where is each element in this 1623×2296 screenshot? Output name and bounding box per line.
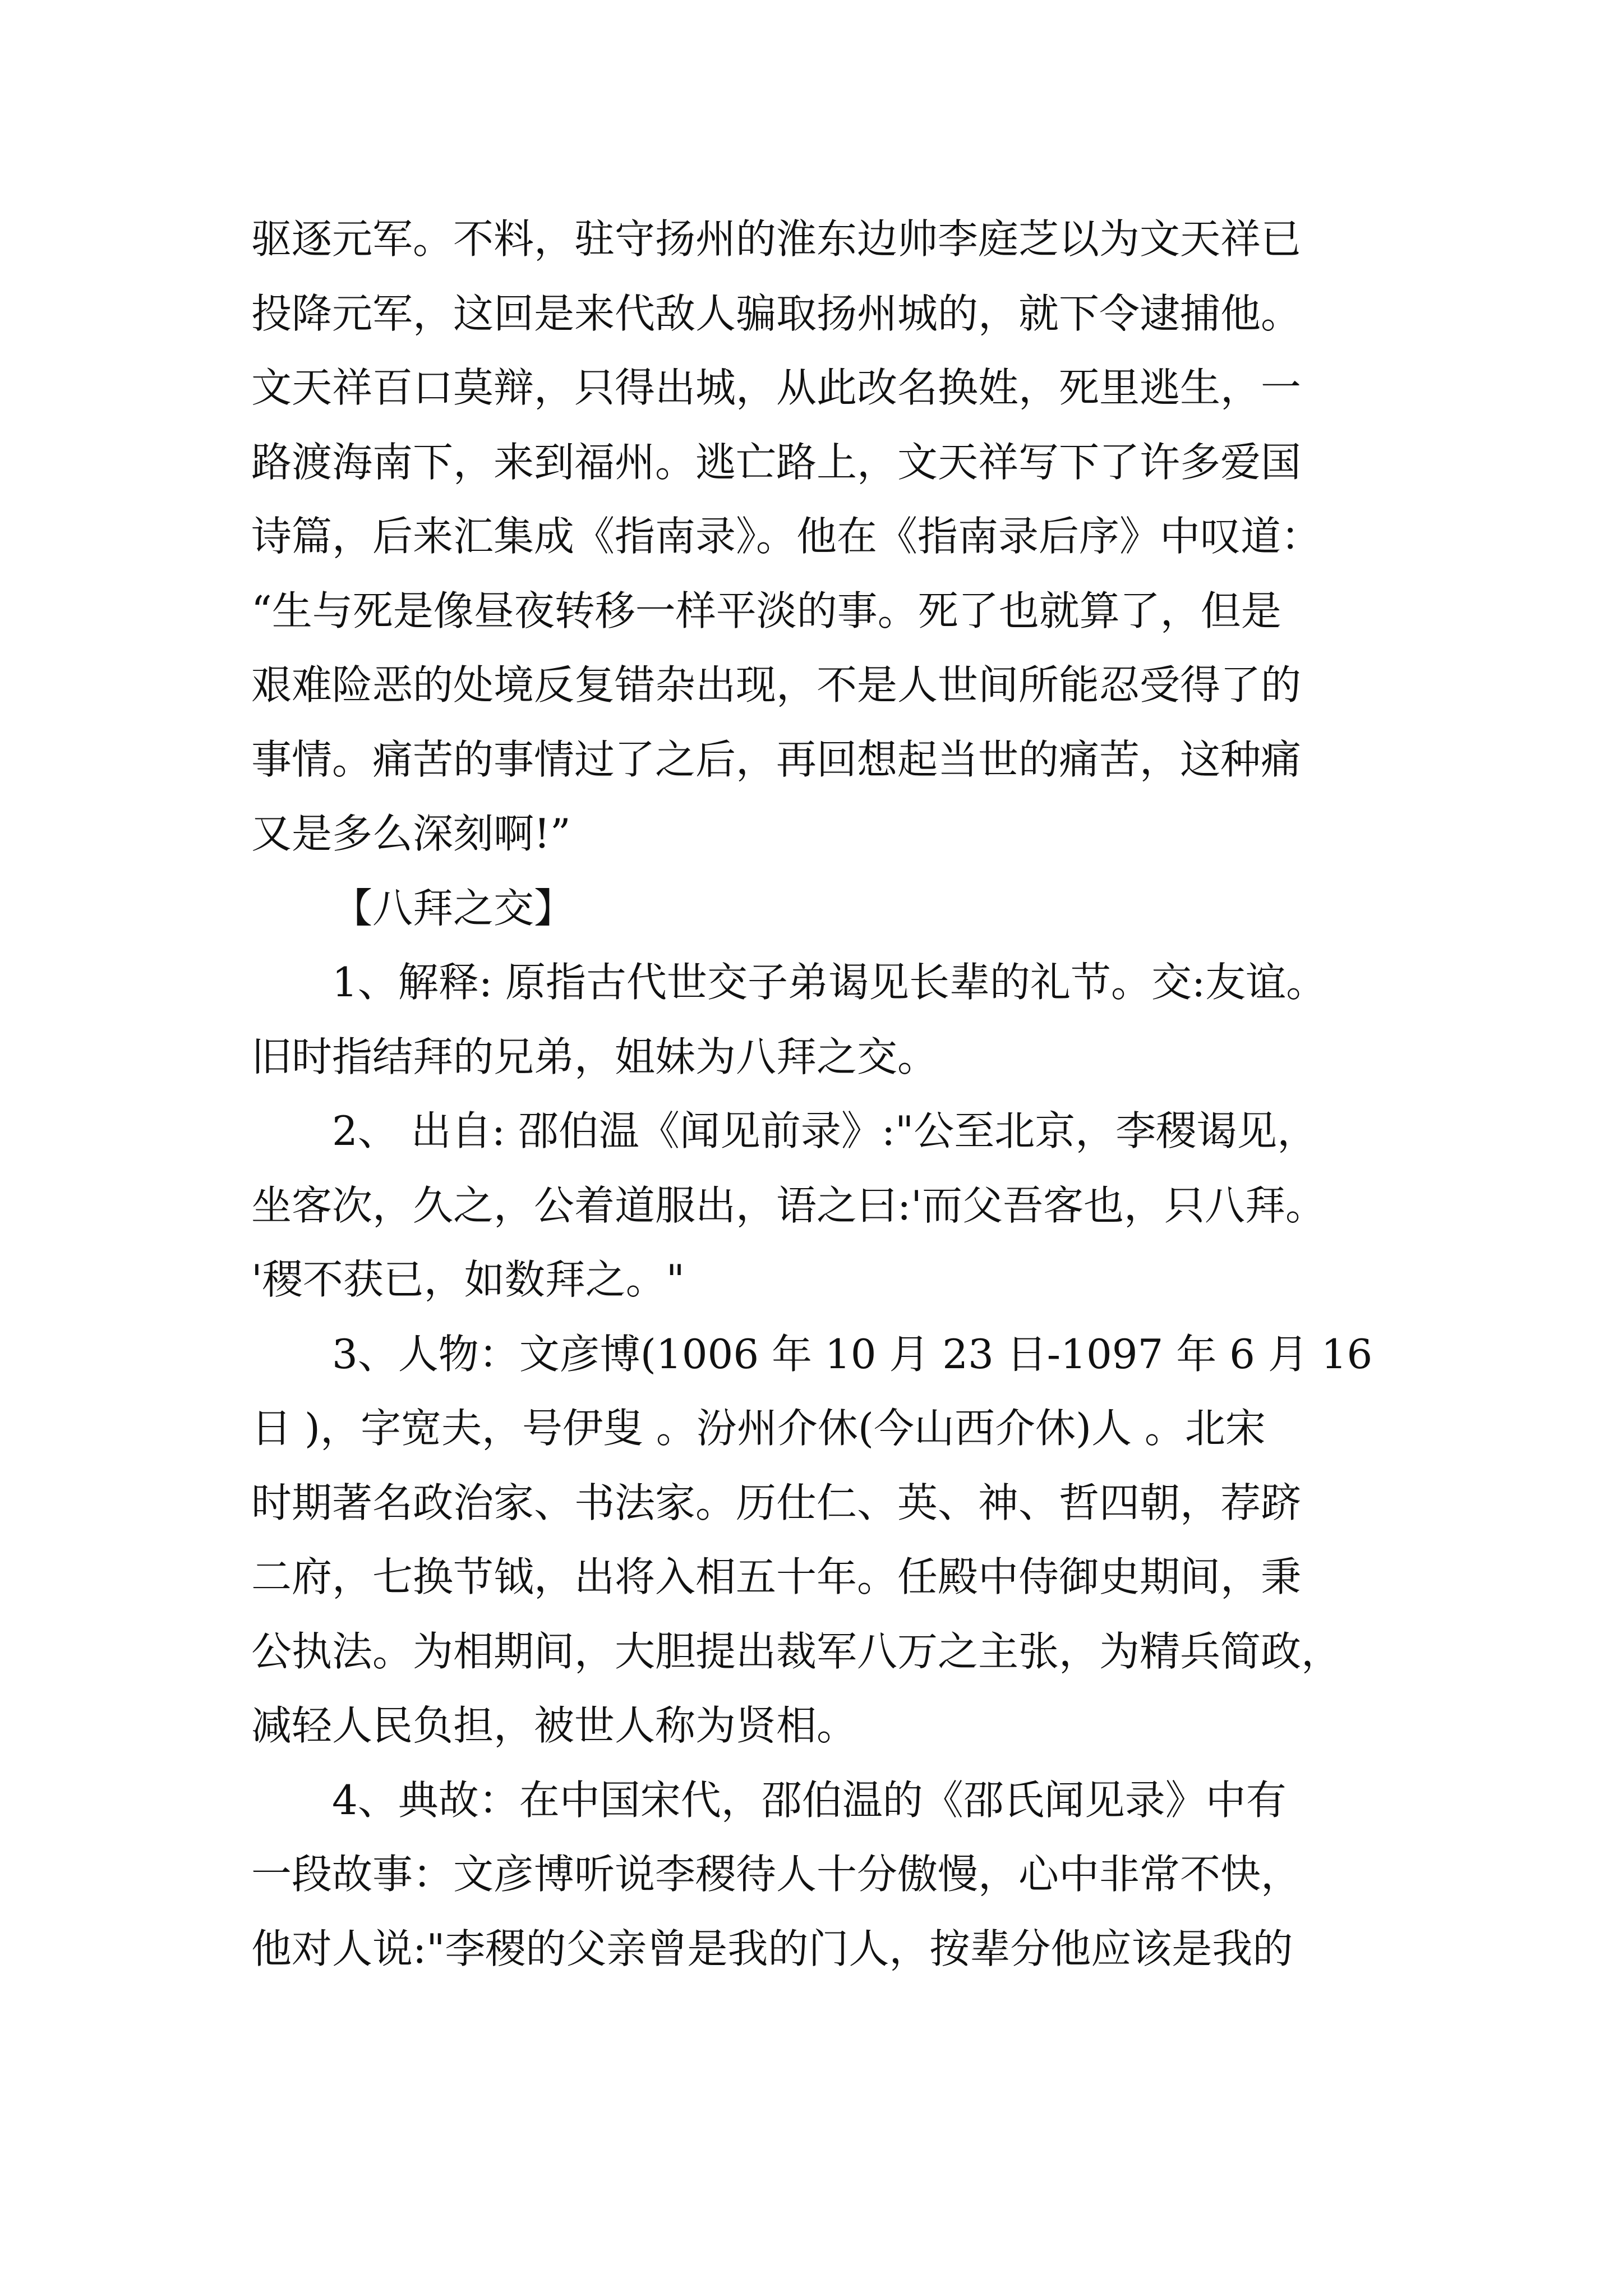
body-line: 公执法。为相期间，大胆提出裁军八万之主张，为精兵简政，: [251, 1627, 1342, 1675]
body-line: 又是多么深刻啊!”: [251, 810, 571, 857]
body-line: 一段故事：文彦博听说李稷待人十分傲慢，心中非常不快，: [251, 1851, 1302, 1898]
body-line: 驱逐元军。不料，驻守扬州的淮东边帅李庭芝以为文天祥已: [251, 215, 1302, 263]
body-line: 坐客次，久之，公着道服出，语之曰:'而父吾客也，只八拜。: [251, 1181, 1326, 1229]
body-line: 日 )，字宽夫，号伊叟 。汾州介休(今山西介休)人 。北宋: [251, 1405, 1266, 1452]
body-line: 时期著名政治家、书法家。历仕仁、英、神、哲四朝，荐跻: [251, 1479, 1302, 1526]
paragraph-first-line: 1、解释: 原指古代世交子弟谒见长辈的礼节。交:友谊。: [332, 959, 1327, 1006]
body-line: 路渡海南下，来到福州。逃亡路上，文天祥写下了许多爱国: [251, 438, 1302, 486]
body-line: 旧时指结拜的兄弟，姐妹为八拜之交。: [251, 1033, 938, 1080]
body-line: 减轻人民负担，被世人称为贤相。: [251, 1702, 857, 1749]
body-line: 诗篇，后来汇集成《指南录》。他在《指南录后序》中叹道：: [251, 513, 1322, 560]
body-line: '稷不获已，如数拜之。": [251, 1256, 685, 1303]
body-line: 二府，七换节钺，出将入相五十年。任殿中侍御史期间，秉: [251, 1553, 1302, 1600]
body-line: 投降元军，这回是来代敌人骗取扬州城的，就下令逮捕他。: [251, 289, 1302, 337]
body-line: 艰难险恶的处境反复错杂出现，不是人世间所能忍受得了的: [251, 661, 1302, 708]
paragraph-first-line: 3、人物：文彦博(1006 年 10 月 23 日-1097 年 6 月 16: [332, 1330, 1373, 1378]
paragraph-first-line: 4、典故：在中国宋代，邵伯温的《邵氏闻见录》中有: [332, 1776, 1287, 1824]
body-line: 他对人说:"李稷的父亲曾是我的门人，按辈分他应该是我的: [251, 1925, 1293, 1972]
body-line: “生与死是像昼夜转移一样平淡的事。死了也就算了，但是: [251, 587, 1281, 634]
body-line: 文天祥百口莫辩，只得出城，从此改名换姓，死里逃生，一: [251, 364, 1302, 411]
section-heading: 【八拜之交】: [332, 884, 575, 932]
document-body: [251, 202, 1401, 1986]
body-line: 事情。痛苦的事情过了之后，再回想起当世的痛苦，这种痛: [251, 735, 1302, 783]
paragraph-first-line: 2、 出自: 邵伯温《闻见前录》:"公至北京，李稷谒见，: [332, 1107, 1318, 1154]
